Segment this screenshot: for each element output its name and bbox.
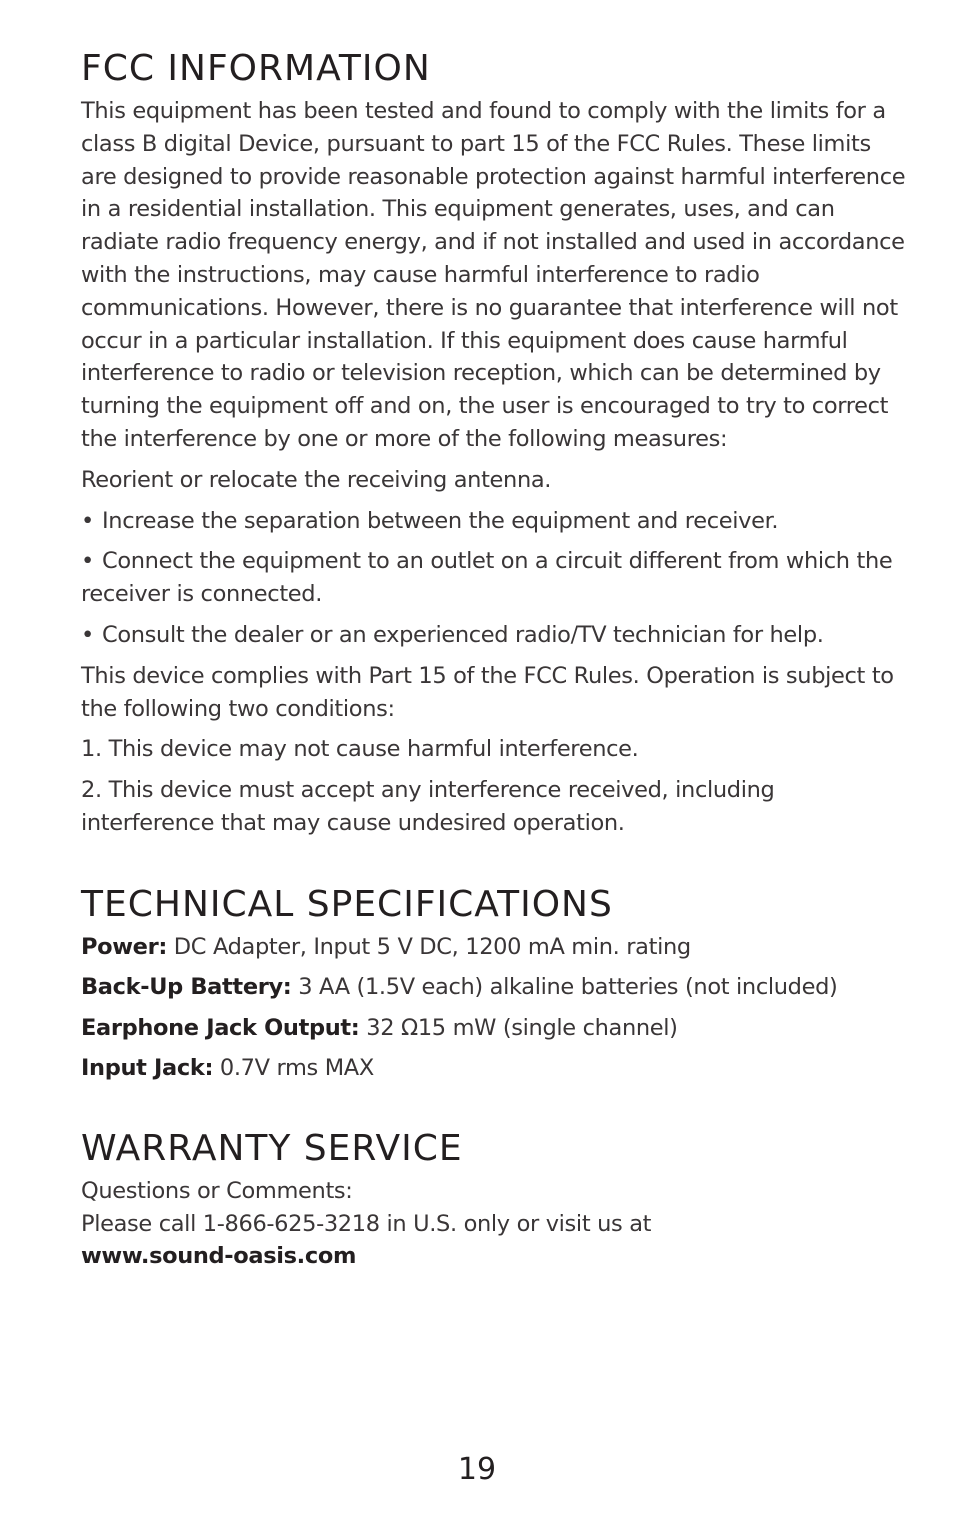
spec-row-battery: [81, 971, 909, 1004]
warranty-service-section: [81, 1128, 909, 1273]
fcc-information-section: [81, 48, 909, 840]
fcc-condition-1: 1. This device may not cause harmful interference.: [81, 736, 639, 763]
spec-value: 32 Ω15 mW (single channel): [359, 1014, 678, 1041]
fcc-compliance-paragraph: This device complies with Part 15 of the FCC Rules. Operation is subject to the following two conditions:: [81, 662, 894, 722]
spec-label: Input Jack:: [81, 1054, 214, 1081]
spec-row-earphone: [81, 1012, 909, 1045]
bullet-marker: •: [81, 548, 94, 575]
manual-page: [81, 48, 909, 1273]
fcc-intro-paragraph: This equipment has been tested and found to comply with the limits for a class B digital Device, pursuant to part 15 of the FCC Rules. These limits are designed to provide reasonable protection against harmful interference in a residential installation. This equipment generates, uses, and can radiate radio frequency energy, and if not installed and used in accordance with the instructions, may cause harmful interference to radio communications. However, there is no guarantee that interference will not occur in a particular installation. If this equipment does cause harmful interference to radio or television reception, which can be determined by turning the equipment off and on, the user is encouraged to try to correct the interference by one or more of the following measures:: [81, 98, 906, 452]
warranty-questions-line: Questions or Comments:: [81, 1177, 353, 1204]
spec-label: Power:: [81, 933, 167, 960]
fcc-heading: FCC INFORMATION: [81, 48, 431, 89]
spec-label: Earphone Jack Output:: [81, 1014, 360, 1041]
fcc-bullet-item: [81, 619, 909, 652]
fcc-bullet-item: [81, 545, 909, 611]
spec-label: Back-Up Battery:: [81, 974, 292, 1001]
spec-value: DC Adapter, Input 5 V DC, 1200 mA min. rating: [167, 933, 691, 960]
spec-row-input-jack: [81, 1052, 909, 1085]
page-number: 19: [457, 1452, 497, 1487]
technical-specifications-section: [81, 884, 909, 1085]
spec-value: 3 AA (1.5V each) alkaline batteries (not included): [291, 974, 838, 1001]
spec-value: 0.7V rms MAX: [213, 1054, 374, 1081]
fcc-bullet-text: Consult the dealer or an experienced radio/TV technician for help.: [102, 621, 824, 648]
bullet-marker: •: [81, 507, 94, 534]
warranty-phone-line: Please call 1-866-625-3218 in U.S. only or visit us at: [81, 1210, 652, 1237]
warranty-heading: WARRANTY SERVICE: [81, 1127, 463, 1169]
bullet-marker: •: [81, 621, 94, 648]
website-link[interactable]: www.sound-oasis.com: [81, 1243, 357, 1270]
fcc-bullet-item: [81, 505, 909, 538]
fcc-bullet-text: Increase the separation between the equipment and receiver.: [102, 507, 779, 534]
fcc-condition-2: 2. This device must accept any interference received, including interference that may cause undesired operation.: [81, 777, 775, 836]
fcc-measure-reorient: Reorient or relocate the receiving antenna.: [81, 466, 552, 493]
tech-heading: TECHNICAL SPECIFICATIONS: [81, 883, 613, 925]
fcc-bullet-text: Connect the equipment to an outlet on a circuit different from which the receiver is connected.: [81, 548, 893, 608]
spec-row-power: [81, 931, 909, 964]
